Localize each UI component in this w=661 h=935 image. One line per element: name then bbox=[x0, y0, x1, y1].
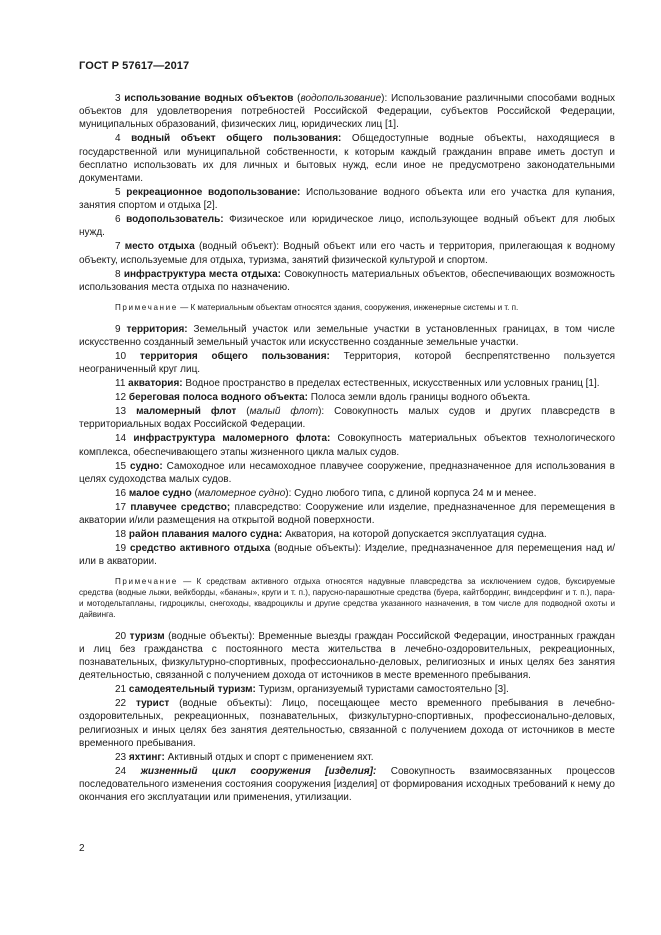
term-number: 4 bbox=[115, 133, 121, 145]
term-entry-11 bbox=[79, 377, 615, 390]
term-text: Использование различными способами водных объектов для удовлетворения потребностей Российской Федерации, субъектов Российской Федерации, муниципальных образований, физических лиц, юридических лиц [1]. bbox=[79, 93, 616, 131]
term-entry-20 bbox=[79, 630, 615, 683]
term-text: Водный объект или его часть и территория, прилегающая к водному объекту, используемые для отдыха, туризма, занятий физической культурой и спортом. bbox=[79, 241, 615, 266]
term-number: 5 bbox=[115, 187, 121, 199]
term-text: Территория, которой беспрепятственно пользуется неограниченный круг лиц. bbox=[79, 351, 616, 376]
term-number: 3 bbox=[115, 93, 121, 104]
term-number: 24 bbox=[115, 765, 127, 777]
term-text: Водное пространство в пределах естественных, искусственных или условных границ [1]. bbox=[182, 378, 600, 390]
term-synonym: водопользование bbox=[300, 93, 382, 104]
term-name: средство активного отдыха bbox=[129, 543, 271, 555]
term-entry-14 bbox=[79, 432, 615, 458]
term-number: 7 bbox=[115, 241, 121, 253]
term-name: место отдыха bbox=[124, 241, 195, 253]
term-text: (водные объекты): bbox=[164, 630, 255, 642]
term-text: Общедоступные водные объекты, находящиеся в государственной или муниципальной собственности, к которым каждый гражданин вправе иметь доступ и бесплатно использовать их для личных и бытовых нужд, если иное не предусмотрено законодательными документами. bbox=[79, 133, 615, 185]
term-name: инфраструктура маломерного флота: bbox=[133, 433, 331, 445]
term-text: Изделие, предназначенное для перемещения над и/или в акватории. bbox=[79, 543, 615, 568]
term-text: — К материальным объектам относятся здания, сооружения, инженерные системы и т. п. bbox=[177, 303, 519, 313]
term-name: акватория: bbox=[128, 378, 183, 390]
term-name: рекреационное водопользование: bbox=[126, 187, 301, 199]
term-entry-19 bbox=[79, 542, 615, 568]
document-header: ГОСТ Р 57617—2017 bbox=[79, 60, 190, 72]
term-number: 23 bbox=[115, 751, 127, 763]
term-text: Совокупность взаимосвязанных процессов последовательного изменения состояния сооружения [изделия] от формирования исходных требований к нему до окончания его эксплуатации или применения, утилизации. bbox=[79, 765, 615, 804]
note-2 bbox=[79, 577, 615, 620]
term-number: 13 bbox=[115, 406, 127, 418]
term-name: туризм bbox=[129, 630, 165, 642]
note-label: Примечание bbox=[115, 303, 178, 313]
term-number: 11 bbox=[115, 378, 126, 390]
term-number: 17 bbox=[115, 501, 127, 513]
term-name: судно: bbox=[130, 460, 163, 472]
term-text: ): bbox=[318, 406, 325, 418]
term-name: жизненный цикл сооружения [изделия]: bbox=[140, 765, 377, 777]
term-entry-22 bbox=[79, 697, 615, 750]
term-name: использование водных объектов bbox=[124, 93, 294, 104]
term-text: Лицо, посещающее место временного пребывания в лечебно-оздоровительных, рекреационных, познавательных, физкультурно-спортивных, профессионально-деловых, религиозных и иных целях без занятия деятельностью, связанной с получением дохода от источников в месте временного пребывания. bbox=[79, 698, 615, 749]
term-entry-13 bbox=[79, 405, 615, 431]
term-number: 21 bbox=[115, 684, 127, 696]
term-text: ): bbox=[285, 487, 292, 499]
term-entry-17 bbox=[79, 501, 615, 527]
term-entry-5 bbox=[79, 186, 615, 212]
term-text: Полоса земли вдоль границы водного объекта. bbox=[307, 392, 531, 404]
term-number: 8 bbox=[115, 268, 121, 280]
term-name: территория: bbox=[126, 323, 188, 335]
term-name: малое судно bbox=[128, 487, 192, 499]
term-text: Активный отдых и спорт с применением яхт. bbox=[164, 751, 374, 763]
term-entry-15 bbox=[79, 460, 615, 486]
term-name: водный объект общего пользования: bbox=[131, 133, 342, 145]
term-number: 18 bbox=[115, 529, 127, 541]
term-number: 12 bbox=[115, 392, 127, 404]
term-number: 15 bbox=[115, 460, 127, 472]
term-text: Акватория, на которой допускается эксплуатация судна. bbox=[282, 529, 547, 541]
term-number: 16 bbox=[115, 487, 127, 499]
term-text: Совокупность материальных объектов, обеспечивающих возможность использования места отдыха по назначению. bbox=[79, 268, 615, 293]
note-label: Примечание bbox=[115, 577, 178, 587]
term-name: район плавания малого судна: bbox=[128, 529, 283, 541]
term-text: Судно любого типа, с длиной корпуса 24 м и менее. bbox=[291, 487, 537, 499]
term-synonym: маломерное судно bbox=[197, 487, 286, 499]
term-number: 6 bbox=[115, 214, 121, 226]
term-text: ( bbox=[191, 487, 198, 499]
term-name: инфраструктура места отдыха: bbox=[123, 268, 281, 280]
term-entry-16 bbox=[79, 487, 615, 500]
term-name: маломерный флот bbox=[136, 406, 237, 418]
term-text: — К средствам активного отдыха относятся надувные плавсредства за исключением судов, буксируемые средства (водные лыжи, вейкборды, «бананы», круги и т. п.), парусно-парашютные средства (буера, кайтбординг, виндсерфинг и т. п.), пара- и мотодельтапланы, гидроциклы, снегоходы, квадроциклы и другие средства указанного назначения, в том числе для подводной охоты и дайвинга. bbox=[79, 577, 615, 619]
page-number: 2 bbox=[79, 843, 85, 854]
term-text: Туризм, организуемый туристами самостоятельно [3]. bbox=[255, 684, 509, 696]
term-entry-7 bbox=[79, 240, 615, 266]
term-text: Совокупность малых судов и других плавсредств в территориальных водах Российской Федерации. bbox=[79, 406, 616, 431]
term-text: Временные выезды граждан Российской Федерации, иностранных граждан и лиц без гражданства с постоянного места жительства в лечебно-оздоровительных, рекреационных, познавательных, физкультурно-спортивных, профессионально-деловых, религиозных и иных целях без занятия деятельностью, связанной с получением дохода от источников в месте временного пребывания. bbox=[79, 630, 615, 682]
term-text: ( bbox=[236, 406, 250, 418]
term-number: 22 bbox=[115, 698, 127, 710]
term-name: плавучее средство; bbox=[130, 501, 231, 513]
term-name: водопользователь: bbox=[126, 214, 224, 226]
term-text: Физическое или юридическое лицо, использующее водный объект для любых нужд. bbox=[79, 214, 616, 239]
term-entry-23 bbox=[79, 751, 615, 764]
term-entry-9 bbox=[79, 323, 615, 349]
term-entry-12 bbox=[79, 391, 615, 404]
term-number: 14 bbox=[115, 433, 127, 445]
term-entry-18 bbox=[79, 528, 615, 541]
term-name: турист bbox=[135, 698, 170, 710]
term-number: 20 bbox=[115, 630, 127, 642]
term-number: 10 bbox=[115, 351, 127, 363]
term-number: 9 bbox=[115, 323, 121, 335]
term-text: ( bbox=[293, 93, 301, 104]
term-text: Земельный участок или земельные участки в установленных границах, в том числе искусственно созданный земельный участок или искусственно созданные земельные участки. bbox=[79, 323, 615, 349]
terms-list bbox=[79, 92, 615, 804]
term-text: Использование водного объекта или его участка для купания, занятия спортом и отдыха [2]. bbox=[79, 187, 616, 212]
term-entry-8 bbox=[79, 268, 615, 294]
term-text: (водные объекты): bbox=[169, 698, 273, 710]
term-entry-21 bbox=[79, 683, 615, 696]
term-text: (водный объект): bbox=[194, 241, 280, 253]
term-text: (водные объекты): bbox=[270, 543, 362, 555]
term-name: береговая полоса водного объекта: bbox=[128, 392, 308, 404]
term-text: плавсредство: Сооружение или изделие, предназначенное для перемещения в акватории и/или размещения на открытой водной поверхности. bbox=[79, 501, 616, 527]
note-1 bbox=[79, 303, 615, 314]
term-entry-3 bbox=[79, 92, 615, 132]
term-text: ): bbox=[381, 93, 388, 104]
term-entry-10 bbox=[79, 350, 615, 376]
term-entry-4 bbox=[79, 132, 615, 185]
term-text: Совокупность материальных объектов технологического комплекса, обеспечивающего этапы жизненного цикла малых судов. bbox=[79, 433, 615, 458]
term-entry-6 bbox=[79, 213, 615, 239]
term-name: самодеятельный туризм: bbox=[128, 684, 256, 696]
term-number: 19 bbox=[115, 543, 127, 555]
term-entry-24 bbox=[79, 765, 615, 805]
term-name: яхтинг: bbox=[128, 751, 165, 763]
term-text: Самоходное или несамоходное плавучее сооружение, предназначенное для использования в целях судоходства малых судов. bbox=[79, 460, 615, 485]
term-synonym: малый флот bbox=[249, 406, 319, 418]
term-name: территория общего пользования: bbox=[139, 351, 330, 363]
